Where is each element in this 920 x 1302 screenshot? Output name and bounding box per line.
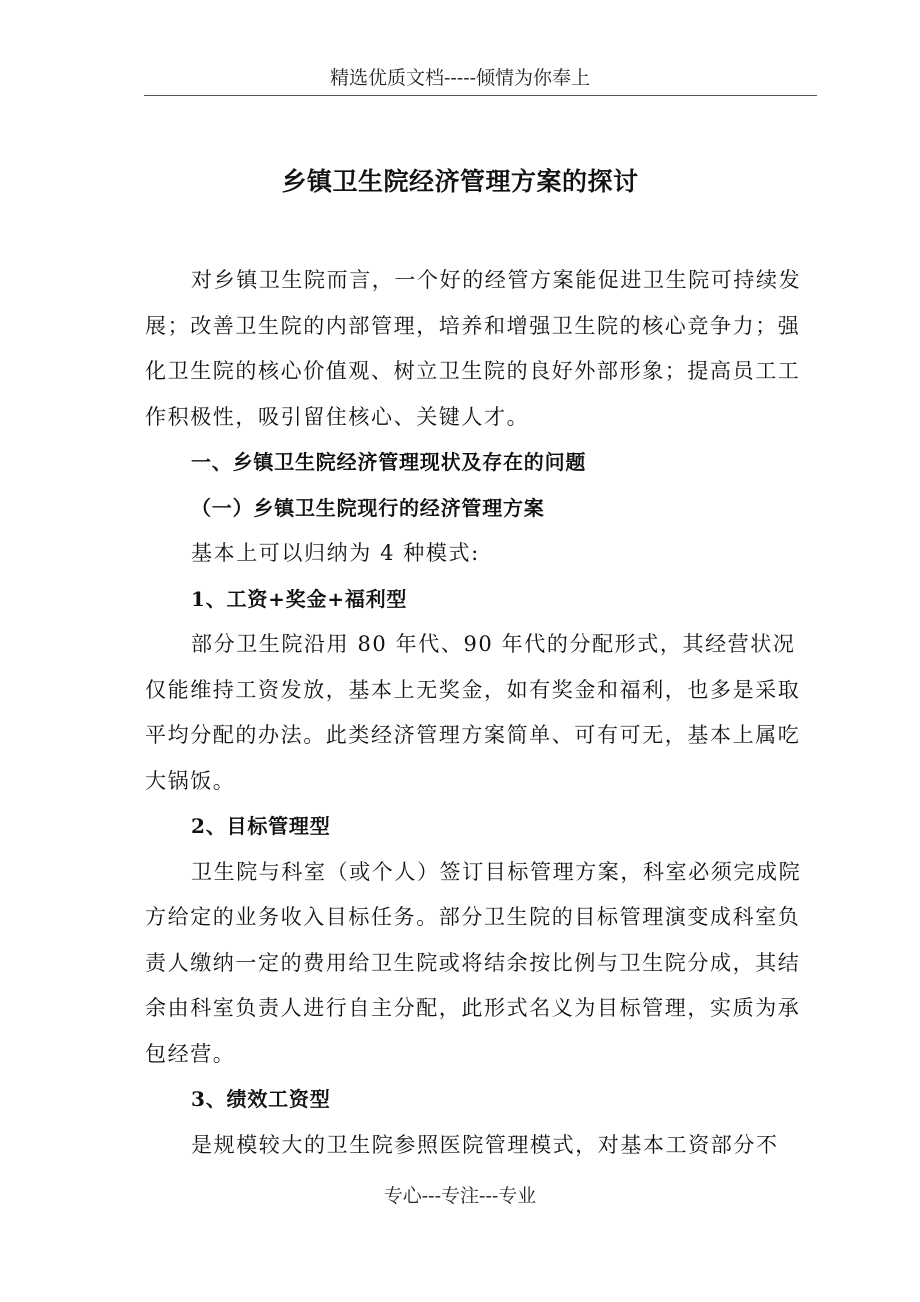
subsection-heading: （一）乡镇卫生院现行的经济管理方案 (191, 495, 545, 520)
item-paragraph-1: 部分卫生院沿用 80 年代、90 年代的分配形式，其经营状况仅能维持工资发放，基本上无奖金，如有奖金和福利，也多是采取平均分配的办法。此类经济管理方案简单、可有可无，基本上属吃大锅饭。 (145, 632, 801, 793)
page-footer: 专心---专注---专业 (383, 1185, 537, 1207)
item-heading-2: 2、目标管理型 (191, 814, 331, 838)
document-body (145, 258, 812, 1168)
document-title: 乡镇卫生院经济管理方案的探讨 (281, 167, 639, 196)
page-header: 精选优质文档-----倾情为你奉上 (329, 67, 591, 89)
item-paragraph-3: 是规模较大的卫生院参照医院管理模式，对基本工资部分不 (191, 1132, 779, 1157)
intro-paragraph: 对乡镇卫生院而言，一个好的经管方案能促进卫生院可持续发展；改善卫生院的内部管理，培养和增强卫生院的核心竞争力；强化卫生院的核心价值观、树立卫生院的良好外部形象；提高员工工作积极性，吸引留住核心、关键人才。 (145, 268, 802, 429)
item-paragraph-2: 卫生院与科室（或个人）签订目标管理方案，科室必须完成院方给定的业务收入目标任务。部分卫生院的目标管理演变成科室负责人缴纳一定的费用给卫生院或将结余按比例与卫生院分成，其结余由科室负责人进行自主分配，此形式名义为目标管理，实质为承包经营。 (145, 859, 802, 1066)
subsection-lead-paragraph: 基本上可以归纳为 4 种模式: (191, 541, 480, 565)
section-heading: 一、乡镇卫生院经济管理现状及存在的问题 (191, 450, 587, 474)
item-heading-3: 3、绩效工资型 (191, 1087, 331, 1111)
header-divider (144, 95, 817, 96)
item-heading-1: 1、工资+奖金+福利型 (191, 586, 408, 611)
